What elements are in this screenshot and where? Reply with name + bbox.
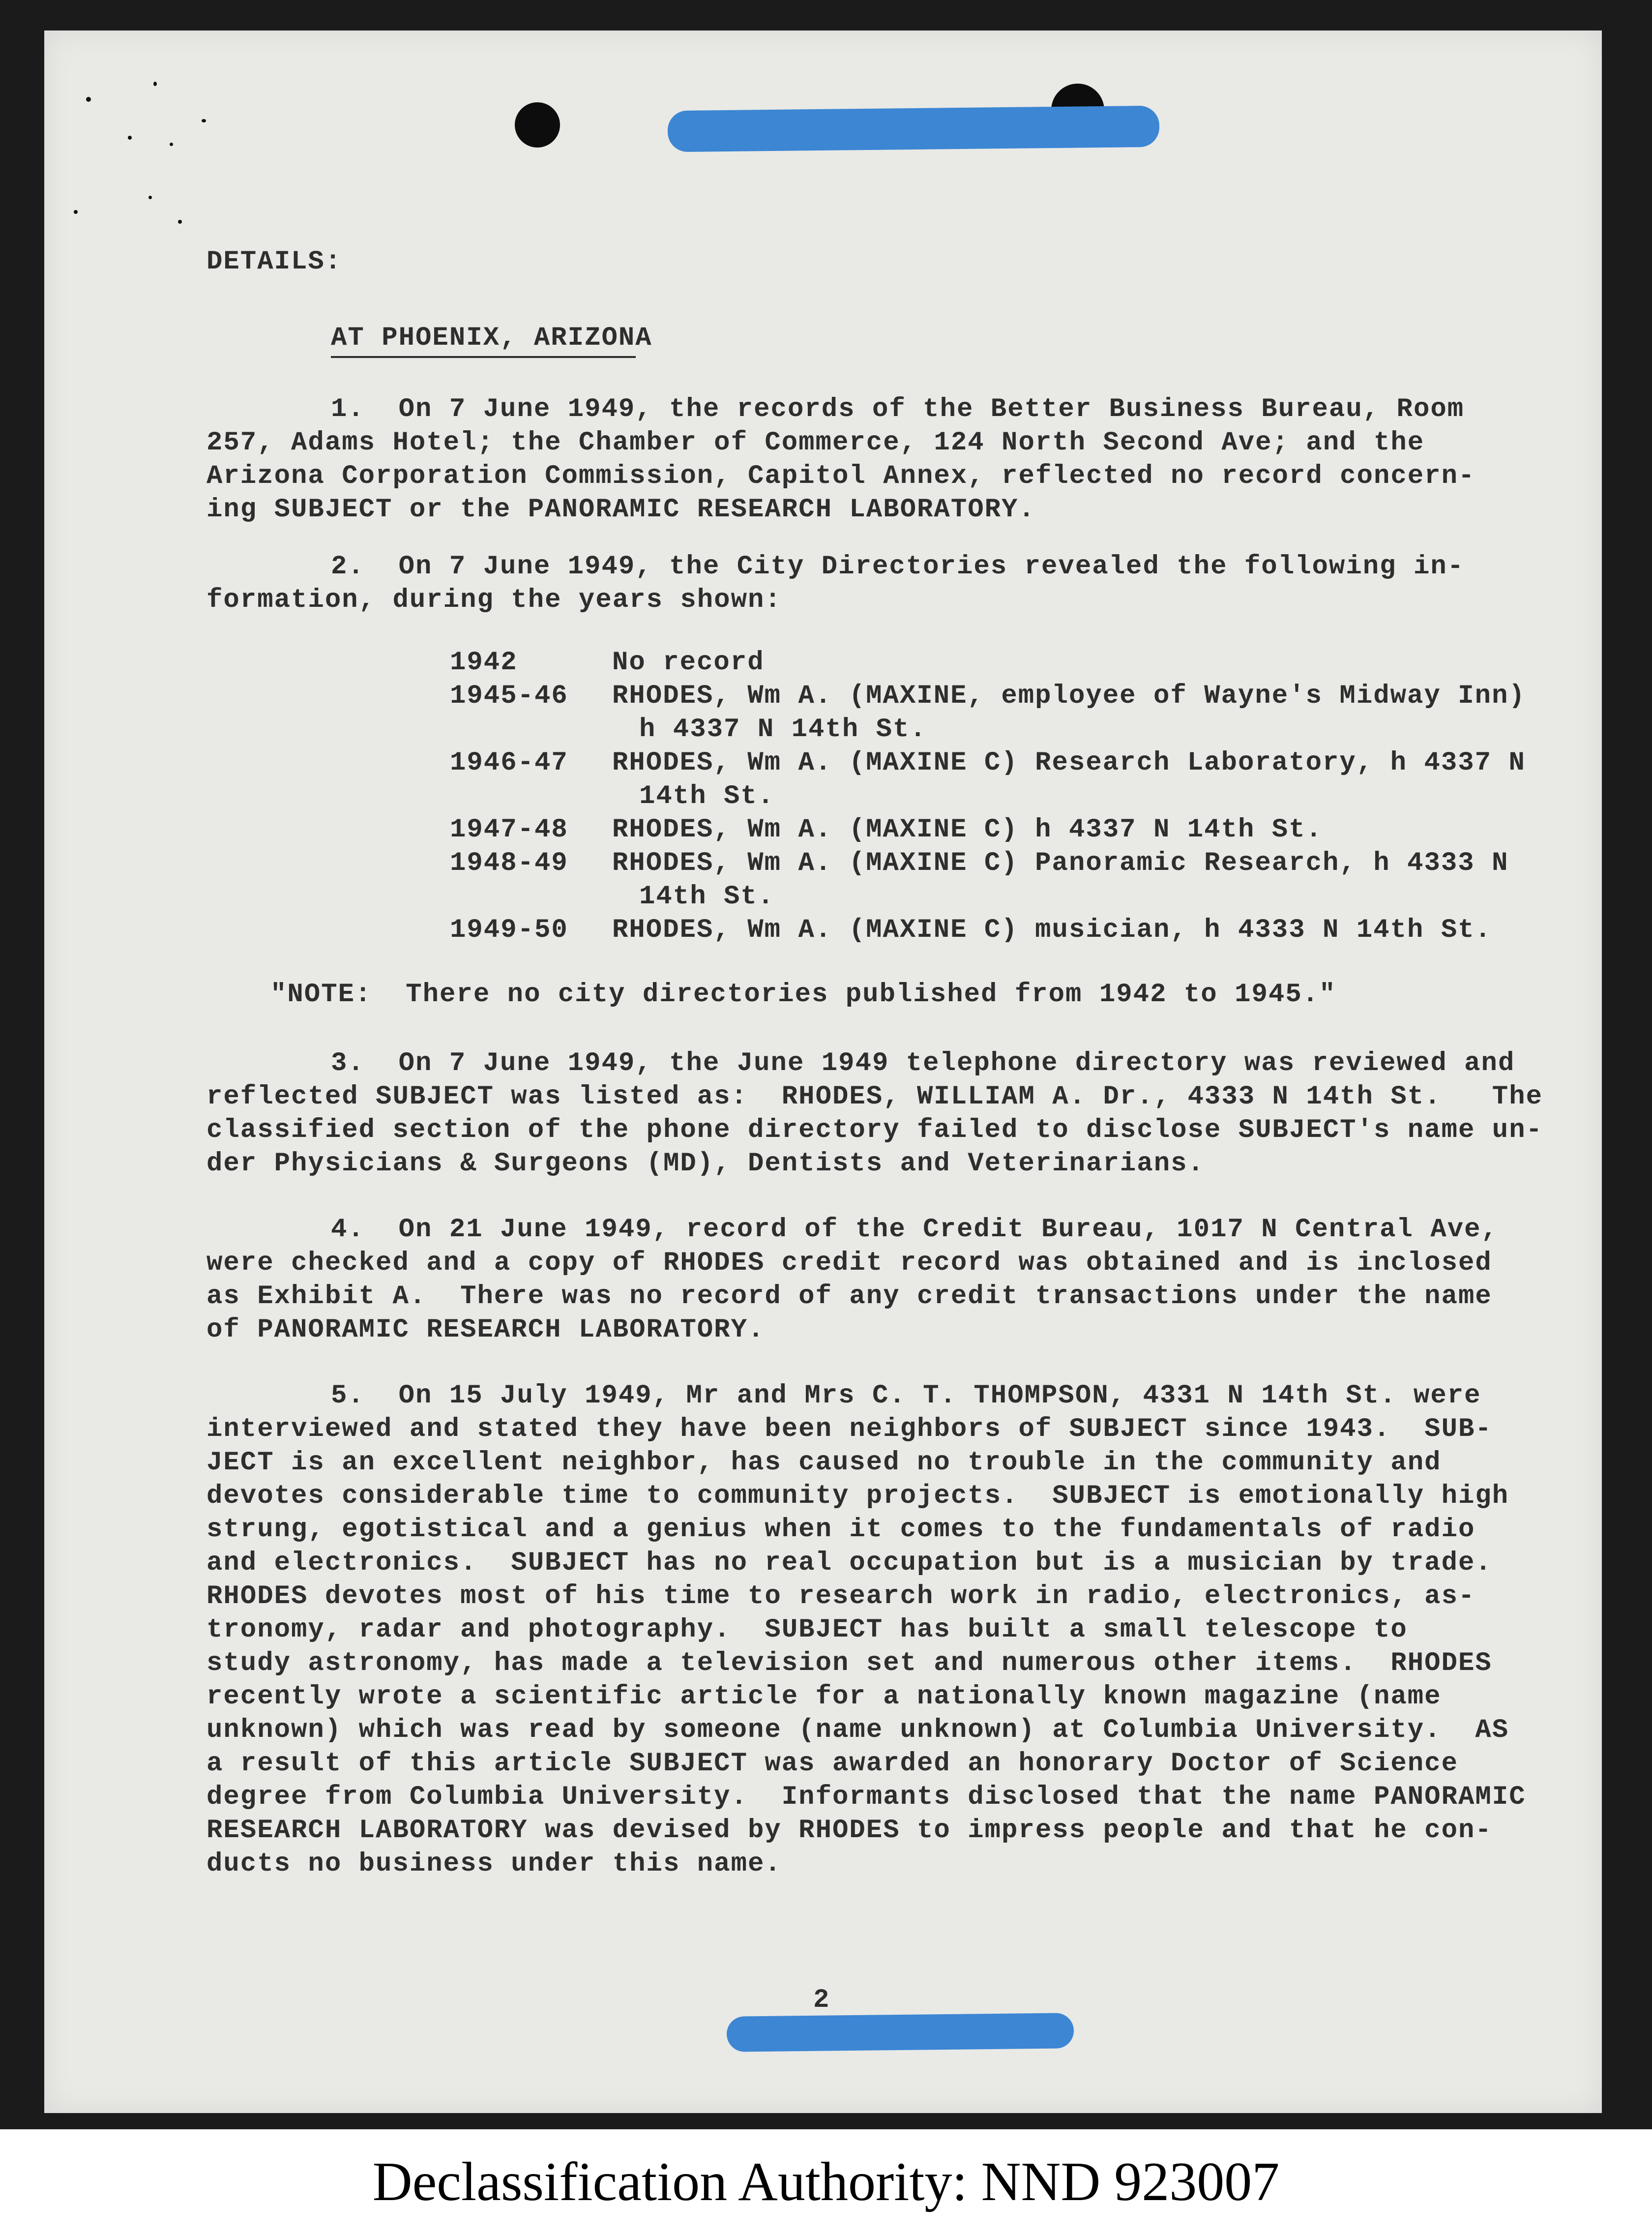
directory-entry: RHODES, Wm A. (MAXINE C) Panoramic Research, h 4333 N xyxy=(612,848,1509,878)
paragraph-line: as Exhibit A. There was no record of any credit transactions under the name xyxy=(206,1281,1492,1311)
ink-speck xyxy=(178,220,182,224)
blue-marker-stroke-top xyxy=(668,106,1160,152)
directory-year: 1945-46 xyxy=(450,681,568,711)
ink-speck xyxy=(202,119,206,122)
declassification-footer: Declassification Authority: NND 923007 xyxy=(372,2151,1280,2212)
paragraph-line: RESEARCH LABORATORY was devised by RHODES to impress people and that he con- xyxy=(206,1816,1492,1846)
directory-entry-continued: 14th St. xyxy=(639,781,775,811)
ink-speck xyxy=(128,136,132,140)
paragraph-line: 1. On 7 June 1949, the records of the Better Business Bureau, Room xyxy=(331,394,1465,424)
ink-speck xyxy=(170,143,173,146)
paragraph-line: strung, egotistical and a genius when it comes to the fundamentals of radio xyxy=(206,1515,1475,1545)
paragraph-line: 4. On 21 June 1949, record of the Credit Bureau, 1017 N Central Ave, xyxy=(331,1215,1498,1245)
directory-entry: RHODES, Wm A. (MAXINE C) musician, h 4333 N 14th St. xyxy=(612,915,1492,945)
paragraph-line: RHODES devotes most of his time to research work in radio, electronics, as- xyxy=(206,1581,1475,1611)
blue-marker-stroke-bottom xyxy=(727,2013,1074,2052)
paragraph-line: ducts no business under this name. xyxy=(206,1849,782,1879)
directory-year: 1948-49 xyxy=(450,848,568,878)
document-page xyxy=(44,30,1602,2113)
ink-speck xyxy=(86,97,91,102)
paragraph-line: interviewed and stated they have been neighbors of SUBJECT since 1943. SUB- xyxy=(206,1414,1492,1444)
paragraph-line: JECT is an excellent neighbor, has caused no trouble in the community and xyxy=(206,1448,1442,1478)
punch-hole-left xyxy=(515,102,560,148)
directory-year: 1942 xyxy=(450,648,518,678)
paragraph-line: classified section of the phone directory failed to disclose SUBJECT's name un- xyxy=(206,1115,1543,1145)
ink-speck xyxy=(148,196,152,199)
paragraph-line: 2. On 7 June 1949, the City Directories revealed the following in- xyxy=(331,552,1465,582)
page-number: 2 xyxy=(813,1985,830,2015)
directory-entry: RHODES, Wm A. (MAXINE C) Research Laboratory, h 4337 N xyxy=(612,748,1526,778)
paragraph-line: 3. On 7 June 1949, the June 1949 telephone directory was reviewed and xyxy=(331,1048,1515,1078)
paragraph-line: der Physicians & Surgeons (MD), Dentists and Veterinarians. xyxy=(206,1149,1205,1179)
directory-year: 1946-47 xyxy=(450,748,568,778)
paragraph-line: reflected SUBJECT was listed as: RHODES, WILLIAM A. Dr., 4333 N 14th St. The xyxy=(206,1082,1543,1112)
paragraph-line: unknown) which was read by someone (name unknown) at Columbia University. AS xyxy=(206,1715,1509,1745)
paragraph-line: of PANORAMIC RESEARCH LABORATORY. xyxy=(206,1315,765,1345)
directory-entry-continued: 14th St. xyxy=(639,882,775,912)
paragraph-line: Arizona Corporation Commission, Capitol Annex, reflected no record concern- xyxy=(206,461,1475,491)
paragraph-line: ing SUBJECT or the PANORAMIC RESEARCH LABORATORY. xyxy=(206,495,1035,525)
directory-year: 1947-48 xyxy=(450,815,568,845)
paragraph-line: tronomy, radar and photography. SUBJECT has built a small telescope to xyxy=(206,1615,1408,1645)
section-heading: AT PHOENIX, ARIZONA xyxy=(331,323,652,353)
paragraph-line: were checked and a copy of RHODES credit record was obtained and is inclosed xyxy=(206,1248,1492,1278)
paragraph-line: formation, during the years shown: xyxy=(206,585,782,615)
ink-speck xyxy=(74,210,78,214)
paragraph-line: degree from Columbia University. Informants disclosed that the name PANORAMIC xyxy=(206,1782,1526,1812)
directory-entry: RHODES, Wm A. (MAXINE, employee of Wayne's Midway Inn) xyxy=(612,681,1526,711)
ink-speck xyxy=(153,82,157,86)
paragraph-line: a result of this article SUBJECT was awarded an honorary Doctor of Science xyxy=(206,1749,1458,1779)
directory-entry-continued: h 4337 N 14th St. xyxy=(639,715,927,745)
directory-entry: RHODES, Wm A. (MAXINE C) h 4337 N 14th St. xyxy=(612,815,1323,845)
paragraph-line: and electronics. SUBJECT has no real occupation but is a musician by trade. xyxy=(206,1548,1492,1578)
paragraph-line: recently wrote a scientific article for a nationally known magazine (name xyxy=(206,1682,1442,1712)
paragraph-line: 257, Adams Hotel; the Chamber of Commerce, 124 North Second Ave; and the xyxy=(206,428,1425,458)
section-heading-underline xyxy=(331,356,636,358)
directory-year: 1949-50 xyxy=(450,915,568,945)
details-label: DETAILS: xyxy=(206,247,342,277)
paragraph-line: study astronomy, has made a television set and numerous other items. RHODES xyxy=(206,1648,1492,1678)
directory-note: "NOTE: There no city directories published from 1942 to 1945." xyxy=(270,980,1336,1010)
paragraph-line: 5. On 15 July 1949, Mr and Mrs C. T. THOMPSON, 4331 N 14th St. were xyxy=(331,1381,1481,1411)
directory-entry: No record xyxy=(612,648,765,678)
paragraph-line: devotes considerable time to community projects. SUBJECT is emotionally high xyxy=(206,1481,1509,1511)
